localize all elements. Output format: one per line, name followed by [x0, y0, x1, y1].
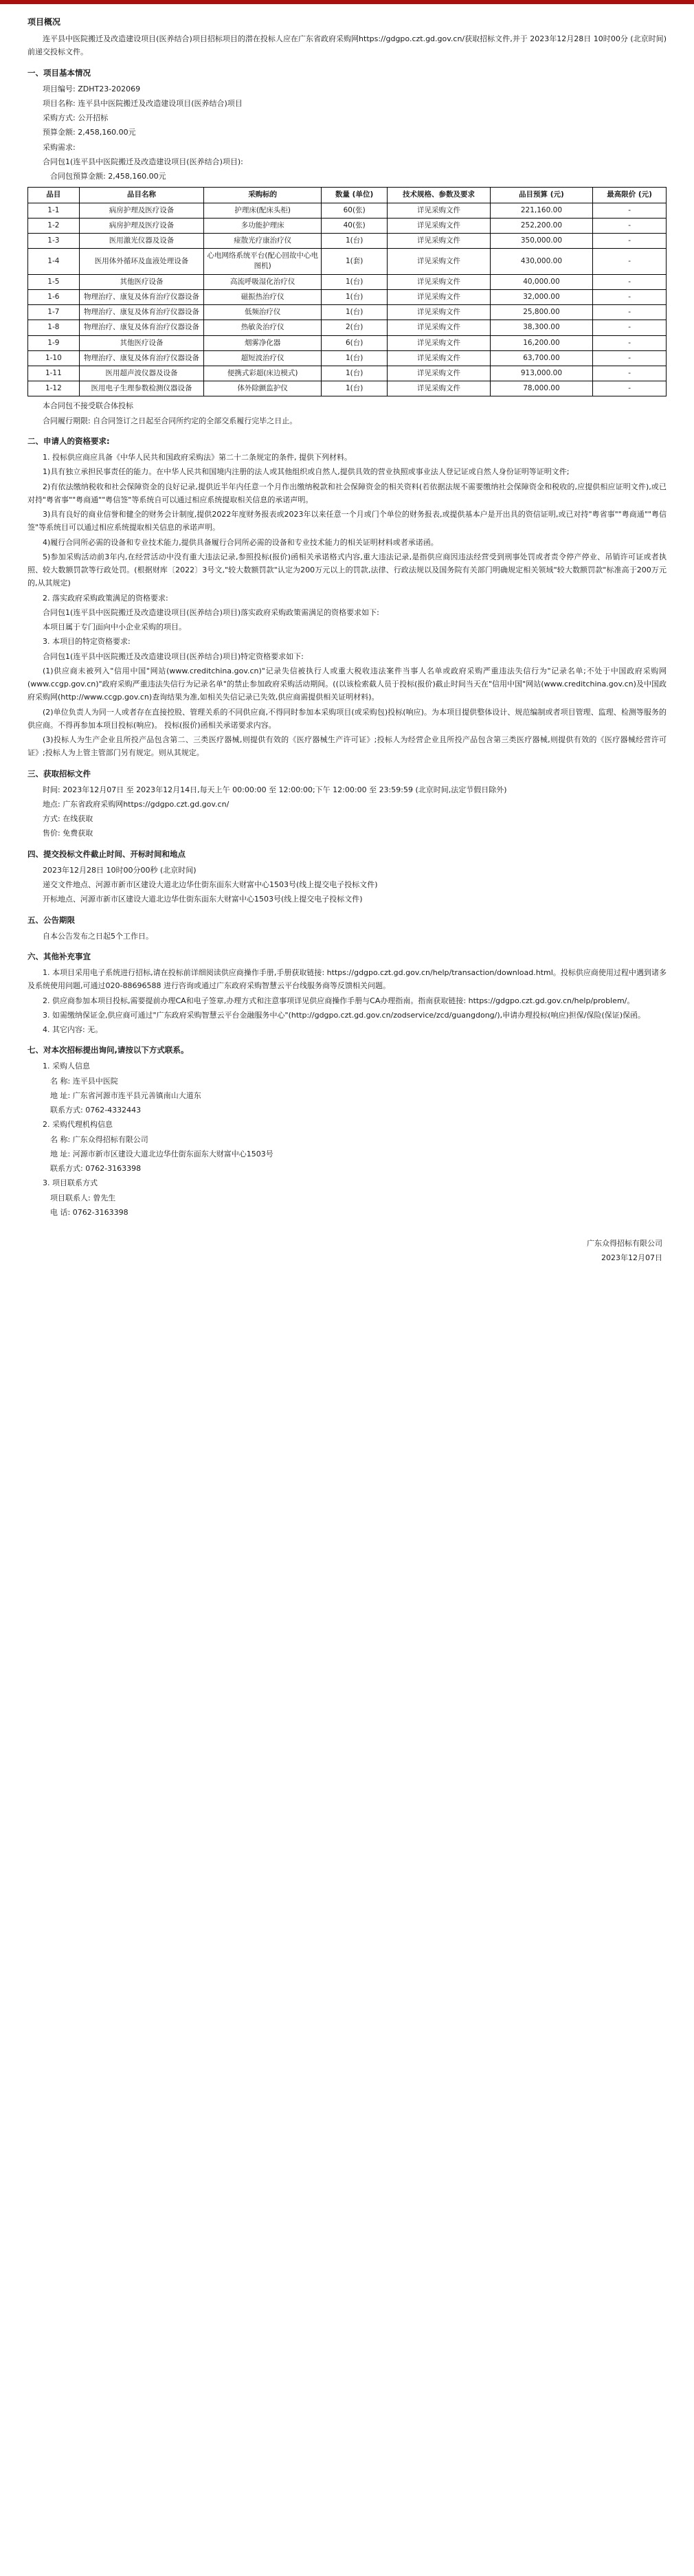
table-cell: 详见采购文件: [388, 381, 490, 396]
table-cell: 医用电子生理参数检测仪器设备: [79, 381, 204, 396]
table-cell: 详见采购文件: [388, 305, 490, 320]
table-cell: 1-7: [28, 305, 80, 320]
table-cell: 痖散光疗康治疗仪: [204, 234, 322, 249]
sec2-item-7: 合同包1(连平县中医院搬迁及改造建设项目(医养结合)项目)落实政府采购政策需满足的资格要求如下:: [43, 607, 379, 617]
th-max-price: 最高限价 (元): [593, 188, 667, 203]
sec6-line-0: 1. 本项目采用电子系统进行招标,请在投标前详细阅读供应商操作手册,手册获取链接: https://gdgpo.czt.gd.gov.cn/help/transaction/download.html。投标供应商使用过程中遇到诸多及系统使用问题,可通过020-88696588 进行咨询或通过广东政府采购智慧云平台线服务商等反馈相关问题。: [27, 968, 667, 991]
table-row: [28, 350, 667, 366]
table-cell: 超短波治疗仪: [204, 350, 322, 366]
contact-group-title: 2. 采购代理机构信息: [43, 1120, 113, 1130]
contact-line: 地 址: 广东省河源市连平县元善镇南山大道东: [50, 1090, 201, 1100]
overview-section: [27, 15, 667, 59]
sec6-line-1: 2. 供应商参加本项目投标,需要提前办理CA和电子签章,办理方式和注意事项详见供应商操作手册与CA办理指南。指南获取链接: https://gdgpo.czt.gd.gov.cn/help/problem/。: [43, 996, 635, 1005]
th-target: 采购标的: [204, 188, 322, 203]
table-cell: -: [593, 350, 667, 366]
contact-groups: [27, 1060, 667, 1219]
table-cell: 1(套): [322, 249, 388, 274]
procurement-items-table: [27, 187, 667, 396]
section-1-title: 一、项目基本情况: [27, 67, 91, 78]
sec1-line-4: 采购需求:: [43, 142, 76, 152]
contact-line: 联系方式: 0762-3163398: [50, 1164, 142, 1174]
table-cell: 350,000.00: [490, 234, 592, 249]
table-row: [28, 381, 667, 396]
table-cell: -: [593, 234, 667, 249]
sec4-line-0: 2023年12月28日 10时00分00秒 (北京时间): [43, 865, 197, 875]
table-cell: 磁振热治疗仪: [204, 289, 322, 304]
document-body: [0, 4, 694, 1266]
sec2-item-10: 合同包1(连平县中医院搬迁及改造建设项目(医养结合)项目)特定资格要求如下:: [43, 651, 304, 661]
table-cell: 低频治疗仪: [204, 305, 322, 320]
sec2-item-4: 4)履行合同所必需的设备和专业技术能力,提供具备履行合同所必需的设备和专业技术能力的相关证明材料或者承诺函。: [43, 537, 438, 547]
table-cell: 医用激光仪器及设备: [79, 234, 204, 249]
table-cell: 详见采购文件: [388, 203, 490, 218]
table-cell: -: [593, 203, 667, 218]
table-cell: 1(台): [322, 305, 388, 320]
table-header-row: [28, 188, 667, 203]
table-cell: 913,000.00: [490, 366, 592, 381]
sec2-item-1: 1)具有独立承担民事责任的能力。在中华人民共和国境内注册的法人或其他组织或自然人,提供具效的营业执照或事业法人登记证或自然人身份证明等证明文件;: [43, 467, 570, 477]
sec3-line-3: 售价: 免费获取: [43, 829, 93, 838]
table-cell: 252,200.00: [490, 218, 592, 233]
table-cell: 详见采购文件: [388, 320, 490, 335]
table-cell: 详见采购文件: [388, 335, 490, 350]
sec1-line-2: 采购方式: 公开招标: [43, 113, 109, 123]
table-row: [28, 289, 667, 304]
table-cell: 物理治疗、康复及体育治疗仪器设备: [79, 305, 204, 320]
table-cell: 详见采购文件: [388, 350, 490, 366]
table-cell: -: [593, 366, 667, 381]
table-note-0: 本合同包不接受联合体投标: [43, 401, 133, 411]
sec2-item-6: 2. 落实政府采购政策满足的资格要求:: [43, 593, 168, 603]
table-cell: 详见采购文件: [388, 234, 490, 249]
table-cell: -: [593, 320, 667, 335]
contact-group-title: 3. 项目联系方式: [43, 1178, 98, 1188]
table-cell: 其他医疗设备: [79, 335, 204, 350]
table-cell: 体外除颤监护仪: [204, 381, 322, 396]
sec2-item-2: 2)有依法缴纳税收和社会保障资金的良好记录,提供近半年内任意一个月作出缴纳税款和社会保障资金的相关资料(若依据法规不需要缴纳社会保障资金和税收的,应提供相应证明文件),或已对持"粤省事""粤商通""粤信签"等系统自可以通过相应系统提取相关信息的承诺声明。: [27, 482, 667, 504]
table-cell: -: [593, 274, 667, 289]
th-specs: 技术规格、参数及要求: [388, 188, 490, 203]
sec4-line-1: 递交文件地点、河源市新市区建设大道北边华仕街东面东大财富中心1503号(线上提交电子投标文件): [43, 880, 378, 890]
table-row: [28, 274, 667, 289]
th-budget: 品目预算 (元): [490, 188, 592, 203]
table-cell: 1-9: [28, 335, 80, 350]
table-cell: 详见采购文件: [388, 249, 490, 274]
th-item-code: 品目: [28, 188, 80, 203]
table-cell: 32,000.00: [490, 289, 592, 304]
contact-line: 地 址: 河源市新市区建设大道北边华仕街东面东大财富中心1503号: [50, 1149, 273, 1158]
table-cell: 其他医疗设备: [79, 274, 204, 289]
table-row: [28, 305, 667, 320]
table-cell: -: [593, 218, 667, 233]
table-cell: 心电网络系统平台(配心回故中心电图机): [204, 249, 322, 274]
table-cell: 1(台): [322, 274, 388, 289]
table-cell: 详见采购文件: [388, 274, 490, 289]
table-cell: 1-4: [28, 249, 80, 274]
table-cell: 医用超声波仪器及设备: [79, 366, 204, 381]
section-4-title: 四、提交投标文件截止时间、开标时间和地点: [27, 849, 186, 859]
table-cell: 物理治疗、康复及体育治疗仪器设备: [79, 320, 204, 335]
table-row: [28, 366, 667, 381]
table-cell: 1(台): [322, 366, 388, 381]
table-cell: -: [593, 305, 667, 320]
table-cell: 78,000.00: [490, 381, 592, 396]
overview-paragraph: 连平县中医院搬迁及改造建设项目(医养结合)项目招标项目的潜在投标人应在广东省政府采购网https://gdgpo.czt.gd.gov.cn/获取招标文件,并于 2023年12月28日 10时00分 (北京时间) 前递交投标文件。: [27, 34, 667, 57]
table-cell: 38,300.00: [490, 320, 592, 335]
table-cell: 物理治疗、康复及体育治疗仪器设备: [79, 289, 204, 304]
table-cell: 病房护理及医疗设备: [79, 218, 204, 233]
table-cell: 详见采购文件: [388, 289, 490, 304]
sec1-line-5: 合同包1(连平县中医院搬迁及改造建设项目(医养结合)项目):: [43, 157, 243, 166]
table-cell: 1(台): [322, 350, 388, 366]
table-cell: 1-3: [28, 234, 80, 249]
document-footer: [27, 1237, 667, 1266]
sec6-line-2: 3. 如需缴纳保证金,供应商可通过"广东政府采购智慧云平台金融服务中心"(http://gdgpo.czt.gd.gov.cn/zodservice/zcd/guangdong/),申请办理投标(响应)担保/保险(保证)保函。: [43, 1010, 646, 1020]
table-cell: 16,200.00: [490, 335, 592, 350]
table-cell: 高流呼吸湿化治疗仪: [204, 274, 322, 289]
footer-org: 广东众得招标有限公司: [587, 1239, 662, 1248]
table-cell: 2(台): [322, 320, 388, 335]
table-cell: 1-6: [28, 289, 80, 304]
table-row: [28, 234, 667, 249]
table-note-1: 合同履行期限: 自合同签订之日起至合同所约定的全部交系履行完毕之日止。: [43, 416, 298, 425]
sec4-line-2: 开标地点、河源市新市区建设大道北边华仕街东面东大财富中心1503号(线上提交电子投标文件): [43, 895, 363, 904]
table-cell: 便携式彩超(床边模式): [204, 366, 322, 381]
table-cell: 60(张): [322, 203, 388, 218]
table-cell: 25,800.00: [490, 305, 592, 320]
table-row: [28, 218, 667, 233]
table-cell: 430,000.00: [490, 249, 592, 274]
table-cell: 物理治疗、康复及体育治疗仪器设备: [79, 350, 204, 366]
sec3-line-0: 时间: 2023年12月07日 至 2023年12月14日,每天上午 00:00:00 至 12:00:00;下午 12:00:00 至 23:59:59 (北京时间,法定节假日除外): [43, 785, 507, 794]
table-cell: 40,000.00: [490, 274, 592, 289]
sec1-line-0: 项目编号: ZDHT23-202069: [43, 84, 141, 93]
table-body: [28, 203, 667, 396]
table-cell: -: [593, 289, 667, 304]
sec1-line-1: 项目名称: 连平县中医院搬迁及改造建设项目(医养结合)项目: [43, 98, 243, 108]
table-cell: 40(张): [322, 218, 388, 233]
table-cell: 病房护理及医疗设备: [79, 203, 204, 218]
sec6-line-3: 4. 其它内容: 无。: [43, 1025, 103, 1035]
table-cell: 烟雾净化器: [204, 335, 322, 350]
table-cell: 6(台): [322, 335, 388, 350]
table-cell: 1-12: [28, 381, 80, 396]
sec5-line-0: 自本公告发布之日起5个工作日。: [43, 931, 153, 941]
sec3-line-2: 方式: 在线获取: [43, 814, 93, 824]
table-row: [28, 203, 667, 218]
table-cell: 63,700.00: [490, 350, 592, 366]
table-cell: 1-5: [28, 274, 80, 289]
table-cell: -: [593, 249, 667, 274]
table-cell: 详见采购文件: [388, 366, 490, 381]
table-cell: 1-2: [28, 218, 80, 233]
table-cell: 1(台): [322, 234, 388, 249]
contact-line: 电 话: 0762-3163398: [50, 1207, 128, 1217]
table-cell: 1(台): [322, 289, 388, 304]
contact-line: 名 称: 广东众得招标有限公司: [50, 1134, 148, 1144]
sec1-line-6: 合同包预算金额: 2,458,160.00元: [50, 172, 166, 181]
th-item-name: 品目名称: [79, 188, 204, 203]
sec3-line-1: 地点: 广东省政府采购网https://gdgpo.czt.gd.gov.cn/: [43, 799, 230, 809]
section-5-title: 五、公告期限: [27, 915, 75, 925]
sec2-item-13: (3)投标人为生产企业且所投产品包含第二、三类医疗器械,则提供有效的《医疗器械生产许可证》;投标人为经营企业且所投产品包含第三类医疗器械,则提供有效的《医疗器械经营许可证》;投标人为上管主管部门另有规定。则从其规定。: [27, 735, 667, 758]
table-cell: -: [593, 335, 667, 350]
table-cell: 1-11: [28, 366, 80, 381]
sec2-item-11: (1)供应商未被列入"信用中国"网站(www.creditchina.gov.cn)"记录失信被执行人或重大税收违法案件当事人名单或政府采购严重违法失信行为"记录名单;不处于中国政府采购网(www.ccgp.gov.cn)"政府采购严重违法失信行为记录名单"的禁止参加政府采购活动期间。((以该检索截人员于投标(报价)截止时间当天在"信用中国"网站(www.creditchina.gov.cn)及中国政府采购网(http://www.ccgp.gov.cn)查询结果为准,如相关失信记录已失效,供应商需提供相关证明材料)。: [27, 666, 667, 702]
sec2-item-5: 5)参加采购活动前3年内,在经营活动中没有重大违法记录,参照投标(报价)函相关承诺格式内容,重大违法记录,是指供应商因违法经营受到刑事处罚或者责令停产停业、吊销许可证或者执照、较大数额罚款等行政处罚。(根据财库〔2022〕3号文,"较大数额罚款"认定为200万元以上的罚款,法律、行政法规以及国务院有关部门明确规定相关领域"较大数额罚款"标准高于200万元的,从其规定): [27, 552, 667, 588]
table-cell: 221,160.00: [490, 203, 592, 218]
contact-line: 名 称: 连平县中医院: [50, 1076, 118, 1086]
table-cell: 医用体外循环及血液处理设备: [79, 249, 204, 274]
contact-line: 联系方式: 0762-4332443: [50, 1106, 142, 1115]
sec2-item-0: 1. 投标供应商应具备《中华人民共和国政府采购法》第二十二条规定的条件, 提供下列材料。: [43, 453, 352, 462]
section-2-title: 二、申请人的资格要求:: [27, 436, 110, 446]
table-cell: 详见采购文件: [388, 218, 490, 233]
th-quantity: 数量 (单位): [322, 188, 388, 203]
section-7-title: 七、对本次招标提出询问,请按以下方式联系。: [27, 1045, 189, 1055]
contact-line: 项目联系人: 曾先生: [50, 1193, 116, 1202]
section-6-title: 六、其他补充事宜: [27, 951, 91, 961]
table-row: [28, 335, 667, 350]
table-cell: 1-8: [28, 320, 80, 335]
sec1-line-3: 预算金额: 2,458,160.00元: [43, 128, 136, 137]
table-cell: 热敏灸治疗仪: [204, 320, 322, 335]
table-cell: -: [593, 381, 667, 396]
table-row: [28, 249, 667, 274]
table-cell: 1(台): [322, 381, 388, 396]
sec2-item-3: 3)具有良好的商业信誉和健全的财务会计制度,提供2022年度财务报表或2023年以来任意一个月或门个单位的财务报表,或提供基本户是开出具的资信证明,或已对持"粤省事""粤商通""粤信签"等系统目可以通过相应系统提取相关信息的承诺声明。: [27, 510, 667, 533]
sec2-item-8: 本项目属于专门面向中小企业采购的项目。: [43, 623, 186, 632]
table-row: [28, 320, 667, 335]
contact-group-title: 1. 采购人信息: [43, 1062, 90, 1071]
section-3-title: 三、获取招标文件: [27, 768, 91, 779]
table-cell: 1-10: [28, 350, 80, 366]
sec2-item-9: 3. 本项目的特定资格要求:: [43, 637, 131, 647]
overview-title: 项目概况: [27, 17, 61, 27]
table-cell: 护理床(配床头柜): [204, 203, 322, 218]
table-cell: 多功能护理床: [204, 218, 322, 233]
sec2-item-12: (2)单位负责人为同一人或者存在直接控股、管理关系的不同供应商,不得同时参加本采购项目(或采购包)投标(响应)。为本项目提供整体设计、规范编制或者项目管理、监理、检测等服务的供应商。不得再参加本项目投标(响应)。 投标(报价)函相关承诺要求内容。: [27, 707, 667, 730]
footer-date: 2023年12月07日: [601, 1253, 662, 1263]
table-cell: 1-1: [28, 203, 80, 218]
